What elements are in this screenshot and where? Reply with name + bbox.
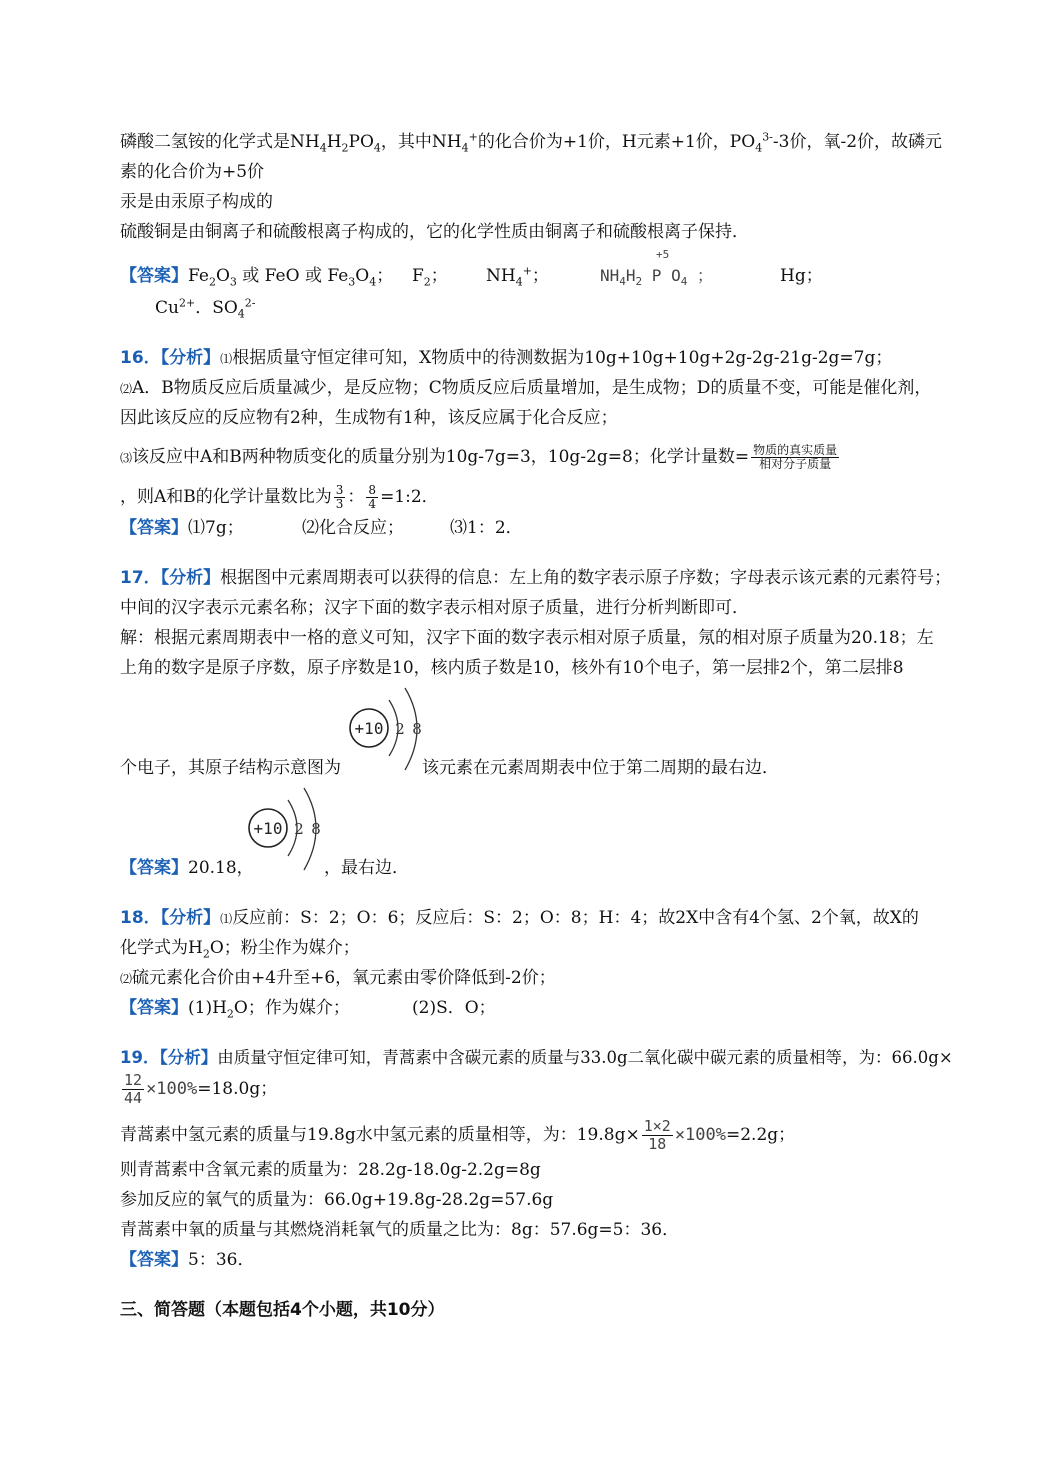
p15-line1: 磷酸二氢铵的化学式是$NH_4H_2PO_4$，其中$NH_4^+$的化合价为+1价，H元素+1价，$PO_4^{3-}-3$价，氧-2价，故磷元 <box>120 130 943 155</box>
p15-answer-hg: Hg； <box>780 266 823 286</box>
neon-atom-diagram-1 <box>345 686 425 778</box>
p19-line1: 19．【分析】由质量守恒定律可知，青蒿素中含碳元素的质量与33.0g二氧化碳中碳元素的质量相等，为：66.0g× <box>120 1048 953 1067</box>
p17-line2: 中间的汉字表示元素名称；汉字下面的数字表示相对原子质量，进行分析判断即可． <box>120 598 749 618</box>
p15-line4: 硫酸铜是由铜离子和硫酸根离子构成的，它的化学性质由铜离子和硫酸根离子保持． <box>120 222 749 242</box>
shell1-electrons: 2 <box>294 820 304 838</box>
p15-line2: 素的化合价为+5价 <box>120 162 265 182</box>
p19-line4: 则青蒿素中含氧元素的质量为：28.2g-18.0g-2.2g=8g <box>120 1160 541 1180</box>
p18-line3: ⑵硫元素化合价由+4升至+6，氧元素由零价降低到-2价； <box>120 968 556 988</box>
p17-answer: 【答案】20.18， <box>120 858 254 878</box>
p15-answer-nh4: $NH_4^+$； <box>486 264 549 289</box>
p15-line3: 汞是由汞原子构成的 <box>120 192 273 212</box>
p15-answer-formula: $NH_4H_2$ P $O_4$ ； <box>600 266 713 289</box>
p15-answer-line2: $Cu^{2+}$．$SO_4^{2-}$ <box>155 296 256 321</box>
p16-line2: ⑵A．B物质反应后质量减少，是反应物；C物质反应后质量增加，是生成物；D的质量不变，可能是催化剂， <box>120 378 932 398</box>
p19-line3: 青蒿素中氢元素的质量与19.8g水中氢元素的质量相等，为：19.8g× $\frac{1\times 2}{18}$ ×100%=2.2g； <box>120 1117 796 1153</box>
nucleus-label: +10 <box>253 819 283 838</box>
p16-answer-2: ⑵化合反应； <box>302 518 404 538</box>
p16-line4: ⑶该反应中A和B两种物质变化的质量分别为10g-7g=3，10g-2g=8；化学计量数= $\frac{\text{物质的真实质量}}{\text{相对分子质量}}$ <box>120 443 838 471</box>
p17-line5b: 该元素在元素周期表中位于第二周期的最右边． <box>422 758 779 778</box>
p16-line1: 16．【分析】⑴根据质量守恒定律可知，X物质中的待测数据为10g+10g+10g+2g-2g-21g-2g=7g； <box>120 348 893 368</box>
p15-answer-line1: 【答案】$Fe_2O_3$ 或 FeO 或 $Fe_3O_4$； <box>120 266 394 289</box>
shell2-electrons: 8 <box>412 720 422 738</box>
p18-answer-2: (2)S．O； <box>412 998 496 1018</box>
p16-answer-3: ⑶1：2． <box>450 518 523 538</box>
shell2-electrons: 8 <box>311 820 321 838</box>
p19-line6: 青蒿素中氧的质量与其燃烧消耗氧气的质量之比为：8g：57.6g=5：36． <box>120 1220 680 1240</box>
p15-valence-mark: +5 <box>656 248 670 261</box>
p19-line2: $\frac{12}{44}$ ×100%=18.0g； <box>124 1071 278 1107</box>
shell1-electrons: 2 <box>395 720 405 738</box>
answer-tag: 【答案】 <box>120 266 188 286</box>
p18-answer: 【答案】$(1)H_2O$；作为媒介； <box>120 998 350 1021</box>
p18-line1: 18．【分析】⑴反应前：S：2；O：6；反应后：S：2；O：8；H：4；故2X中含有4个氢、2个氧，故X的 <box>120 908 919 928</box>
p16-line5: ，则A和B的化学计量数比为 $\frac{3}{3}$ ： $\frac{8}{4}$ =1:2． <box>120 483 439 511</box>
neon-atom-diagram-2 <box>244 786 324 878</box>
section-heading: 三、简答题（本题包括4个小题，共10分） <box>120 1300 445 1320</box>
p17-answer-2: ，最右边． <box>324 858 409 878</box>
p18-line2: 化学式为$H_2O$；粉尘作为媒介； <box>120 938 360 961</box>
nucleus-label: +10 <box>354 719 384 738</box>
p19-answer: 【答案】5：36． <box>120 1250 255 1270</box>
p17-line3: 解：根据元素周期表中一格的意义可知，汉字下面的数字表示相对原子质量，氖的相对原子质量为20.18；左 <box>120 628 934 648</box>
p19-line5: 参加反应的氧气的质量为：66.0g+19.8g-28.2g=57.6g <box>120 1190 554 1210</box>
p17-line5: 个电子，其原子结构示意图为 <box>120 758 341 778</box>
p17-line4: 上角的数字是原子序数，原子序数是10，核内质子数是10，核外有10个电子，第一层排2个，第二层排8 <box>120 658 904 678</box>
mass-fraction: $\frac{\text{物质的真实质量}}{\text{相对分子质量}}$ <box>753 443 838 471</box>
p15-answer-f2: $F_2$； <box>412 266 448 289</box>
p16-line3: 因此该反应的反应物有2种，生成物有1种，该反应属于化合反应； <box>120 408 618 428</box>
p16-answer: 【答案】⑴7g； <box>120 518 244 538</box>
p17-line1: 17．【分析】根据图中元素周期表可以获得的信息：左上角的数字表示原子序数；字母表示该元素的元素符号； <box>120 568 952 588</box>
